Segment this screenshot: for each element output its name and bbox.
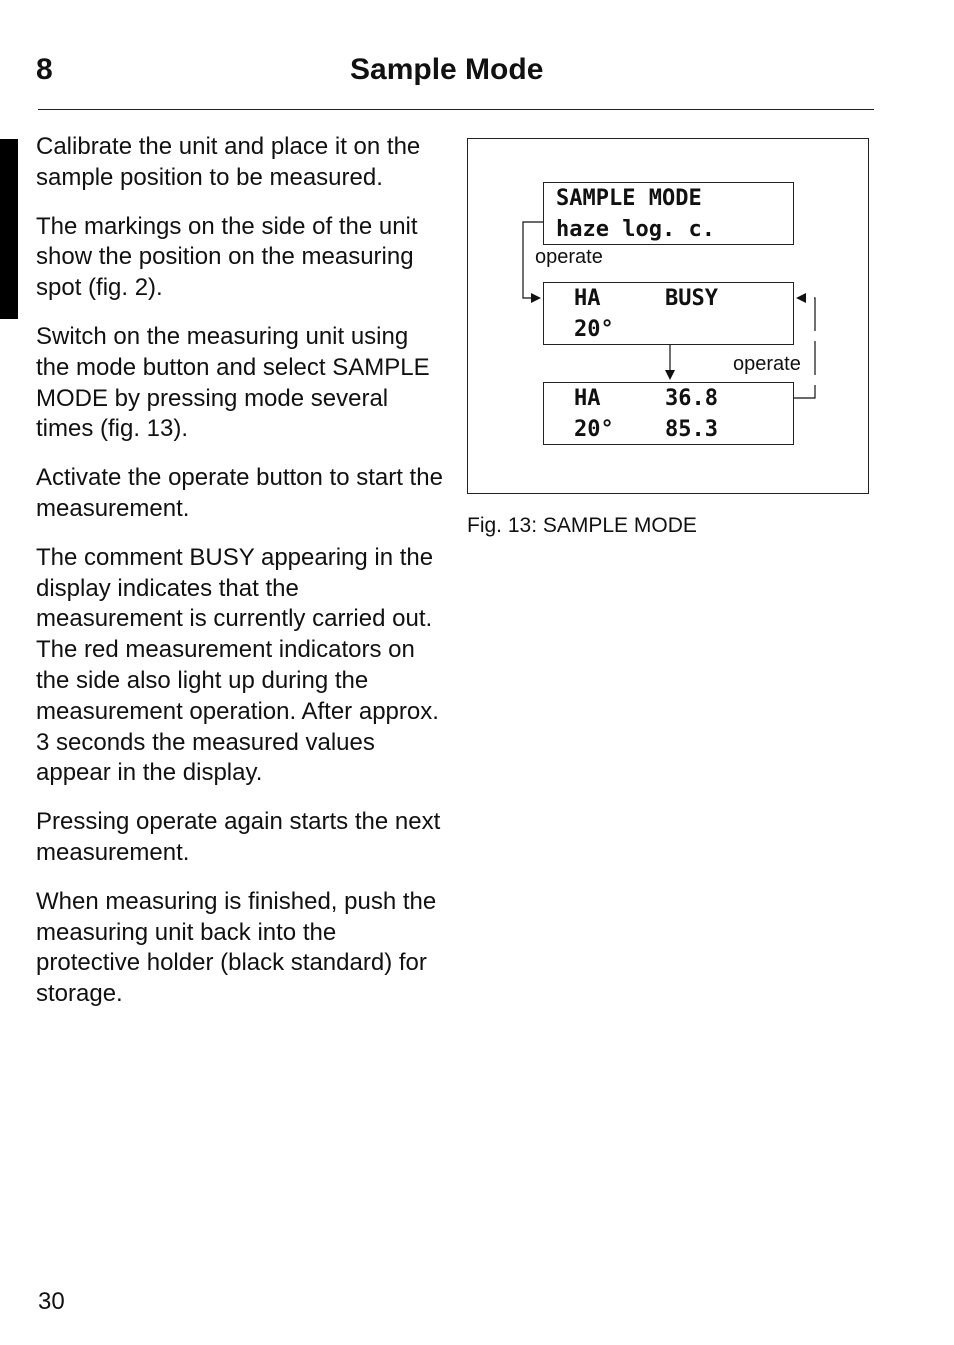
page-title: Sample Mode xyxy=(350,53,544,86)
lcd-label-ha: HA xyxy=(574,386,601,411)
paragraph-calibrate: Calibrate the unit and place it on the sample position to be measured. xyxy=(36,133,421,191)
lcd-value-2: 85.3 xyxy=(665,417,718,442)
operate-label-right: operate xyxy=(733,353,801,375)
paragraph-finished: When measuring is finished, push the measuring unit back into the protective holder (black standard) for storage. xyxy=(36,887,437,1008)
lcd-line-1: SAMPLE MODE xyxy=(556,186,702,211)
lcd-angle: 20° xyxy=(574,417,614,442)
paragraph-activate: Activate the operate button to start the measurement. xyxy=(36,464,443,522)
paragraph-switch-on: Switch on the measuring unit using the mode button and select SAMPLE MODE by pressing mode several times (fig. 13). xyxy=(36,322,430,443)
lcd-status-busy: BUSY xyxy=(665,286,718,311)
page-number: 30 xyxy=(38,1288,65,1315)
paragraph-pressing-again: Pressing operate again starts the next measurement. xyxy=(36,808,441,866)
lcd-label-ha: HA xyxy=(574,286,601,311)
lcd-display-results xyxy=(543,382,794,445)
paragraph-busy: The comment BUSY appearing in the display indicates that the measurement is currently carried out. The red measurement indicators on the side also light up during the measurement operation. After approx. 3 seconds the measured values appear in the display. xyxy=(36,543,439,787)
lcd-display-busy xyxy=(543,282,794,345)
operate-label-left: operate xyxy=(535,246,603,268)
lcd-angle: 20° xyxy=(574,317,614,342)
figure-caption: Fig. 13: SAMPLE MODE xyxy=(467,514,697,537)
paragraph-markings: The markings on the side of the unit show the position on the measuring spot (fig. 2). xyxy=(36,212,418,302)
header-divider xyxy=(38,109,874,110)
lcd-value-1: 36.8 xyxy=(665,386,718,411)
lcd-line-2: haze log. c. xyxy=(556,217,715,242)
body-text xyxy=(36,132,446,1028)
lcd-display-sample-mode xyxy=(543,182,794,245)
chapter-side-tab xyxy=(0,139,18,319)
section-number: 8 xyxy=(36,53,53,86)
